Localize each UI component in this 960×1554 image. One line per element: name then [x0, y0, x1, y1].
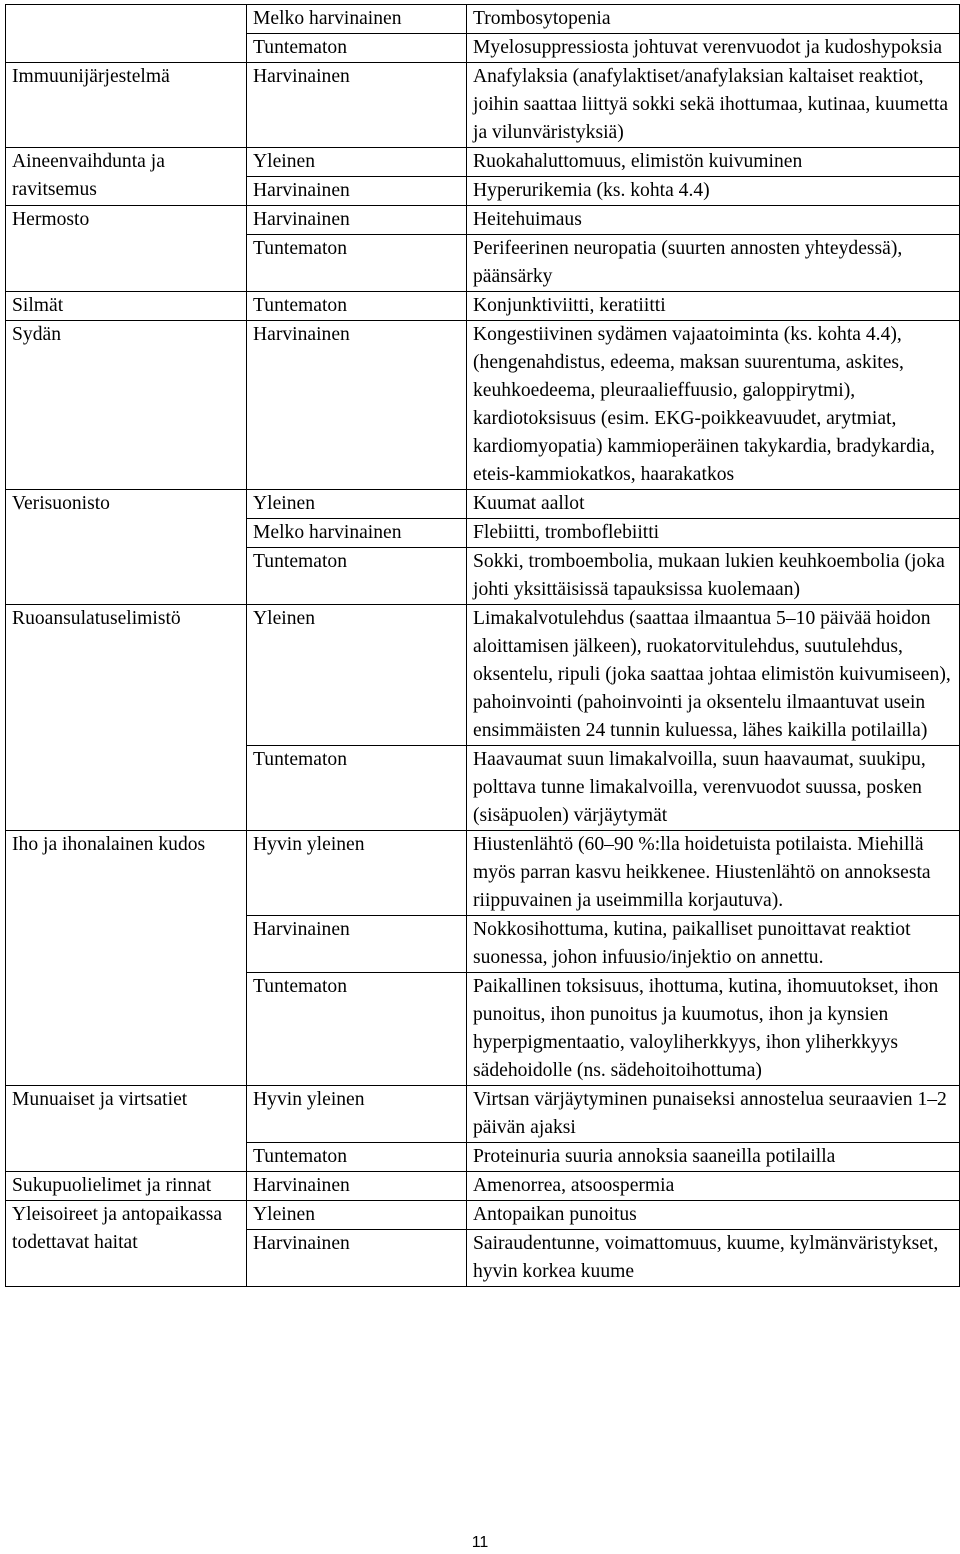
frequency-cell: Hyvin yleinen [247, 1086, 467, 1143]
table-row [6, 831, 960, 916]
adverse-effect-cell: Hyperurikemia (ks. kohta 4.4) [467, 177, 960, 206]
frequency-cell: Harvinainen [247, 1172, 467, 1201]
frequency-cell: Harvinainen [247, 1230, 467, 1287]
organ-class-cell: Sydän [6, 321, 247, 490]
table-row [6, 148, 960, 177]
frequency-cell: Harvinainen [247, 916, 467, 973]
adverse-effect-cell: Perifeerinen neuropatia (suurten annosten yhteydessä), päänsärky [467, 235, 960, 292]
adverse-effects-table-body [6, 5, 960, 1287]
organ-class-cell: Yleisoireet ja antopaikassa todettavat haitat [6, 1201, 247, 1287]
frequency-cell: Tuntematon [247, 235, 467, 292]
adverse-effect-cell: Trombosytopenia [467, 5, 960, 34]
adverse-effect-cell: Flebiitti, tromboflebiitti [467, 519, 960, 548]
table-row [6, 292, 960, 321]
frequency-cell: Melko harvinainen [247, 5, 467, 34]
adverse-effect-cell: Haavaumat suun limakalvoilla, suun haavaumat, suukipu, polttava tunne limakalvoilla, verenvuodot suussa, posken (sisäpuolen) värjäytymät [467, 746, 960, 831]
adverse-effect-cell: Heitehuimaus [467, 206, 960, 235]
table-row [6, 1201, 960, 1230]
adverse-effect-cell: Sairaudentunne, voimattomuus, kuume, kylmänväristykset, hyvin korkea kuume [467, 1230, 960, 1287]
organ-class-cell: Verisuonisto [6, 490, 247, 605]
frequency-cell: Harvinainen [247, 321, 467, 490]
frequency-cell: Melko harvinainen [247, 519, 467, 548]
frequency-cell: Tuntematon [247, 1143, 467, 1172]
organ-class-cell: Ruoansulatuselimistö [6, 605, 247, 831]
organ-class-cell: Sukupuolielimet ja rinnat [6, 1172, 247, 1201]
adverse-effects-table [5, 4, 960, 1287]
organ-class-cell: Immuunijärjestelmä [6, 63, 247, 148]
adverse-effect-cell: Myelosuppressiosta johtuvat verenvuodot ja kudoshypoksia [467, 34, 960, 63]
adverse-effect-cell: Nokkosihottuma, kutina, paikalliset punoittavat reaktiot suonessa, johon infuusio/injektio on annettu. [467, 916, 960, 973]
table-row [6, 1172, 960, 1201]
adverse-effect-cell: Paikallinen toksisuus, ihottuma, kutina, ihomuutokset, ihon punoitus, ihon punoitus ja kuumotus, ihon ja kynsien hyperpigmentaatio, valoyliherkkyys, ihon yliherkkyys sädehoidolle (ns. sädehoitoihottuma) [467, 973, 960, 1086]
adverse-effect-cell: Konjunktiviitti, keratiitti [467, 292, 960, 321]
frequency-cell: Tuntematon [247, 746, 467, 831]
adverse-effect-cell: Antopaikan punoitus [467, 1201, 960, 1230]
adverse-effect-cell: Anafylaksia (anafylaktiset/anafylaksian kaltaiset reaktiot, joihin saattaa liittyä sokki sekä ihottumaa, kutinaa, kuumetta ja vilunväristyksiä) [467, 63, 960, 148]
organ-class-cell: Aineenvaihdunta ja ravitsemus [6, 148, 247, 206]
frequency-cell: Harvinainen [247, 206, 467, 235]
table-row [6, 206, 960, 235]
adverse-effect-cell: Ruokahaluttomuus, elimistön kuivuminen [467, 148, 960, 177]
table-row [6, 321, 960, 490]
page-number: 11 [471, 1534, 489, 1551]
adverse-effect-cell: Hiustenlähtö (60–90 %:lla hoidetuista potilaista. Miehillä myös parran kasvu heikkenee. Hiustenlähtö on annoksesta riippuvainen ja useimmilla korjautuva). [467, 831, 960, 916]
frequency-cell: Hyvin yleinen [247, 831, 467, 916]
frequency-cell: Tuntematon [247, 292, 467, 321]
frequency-cell: Harvinainen [247, 177, 467, 206]
frequency-cell: Yleinen [247, 605, 467, 746]
table-row [6, 63, 960, 148]
organ-class-cell [6, 5, 247, 63]
table-row [6, 5, 960, 34]
table-row [6, 1086, 960, 1143]
adverse-effect-cell: Proteinuria suuria annoksia saaneilla potilailla [467, 1143, 960, 1172]
frequency-cell: Tuntematon [247, 34, 467, 63]
table-row [6, 605, 960, 746]
adverse-effect-cell: Virtsan värjäytyminen punaiseksi annostelua seuraavien 1–2 päivän ajaksi [467, 1086, 960, 1143]
table-row [6, 490, 960, 519]
frequency-cell: Yleinen [247, 1201, 467, 1230]
organ-class-cell: Munuaiset ja virtsatiet [6, 1086, 247, 1172]
frequency-cell: Tuntematon [247, 548, 467, 605]
adverse-effect-cell: Sokki, tromboembolia, mukaan lukien keuhkoembolia (joka johti yksittäisissä tapauksissa kuolemaan) [467, 548, 960, 605]
frequency-cell: Yleinen [247, 148, 467, 177]
frequency-cell: Tuntematon [247, 973, 467, 1086]
adverse-effect-cell: Limakalvotulehdus (saattaa ilmaantua 5–10 päivää hoidon aloittamisen jälkeen), ruokatorvitulehdus, suutulehdus, oksentelu, ripuli (joka saattaa johtaa elimistön kuivumiseen), pahoinvointi (pahoinvointi ja oksentelu ilmaantuvat usein ensimmäisten 24 tunnin kuluessa, lähes kaikilla potilailla) [467, 605, 960, 746]
frequency-cell: Harvinainen [247, 63, 467, 148]
adverse-effect-cell: Amenorrea, atsoospermia [467, 1172, 960, 1201]
organ-class-cell: Hermosto [6, 206, 247, 292]
organ-class-cell: Iho ja ihonalainen kudos [6, 831, 247, 1086]
organ-class-cell: Silmät [6, 292, 247, 321]
adverse-effect-cell: Kongestiivinen sydämen vajaatoiminta (ks. kohta 4.4), (hengenahdistus, edeema, maksan suurentuma, askites, keuhkoedeema, pleuraalieffuusio, galoppirytmi), kardiotoksisuus (esim. EKG-poikkeavuudet, arytmiat, kardiomyopatia) kammioperäinen takykardia, bradykardia, eteis-kammiokatkos, haarakatkos [467, 321, 960, 490]
frequency-cell: Yleinen [247, 490, 467, 519]
adverse-effect-cell: Kuumat aallot [467, 490, 960, 519]
